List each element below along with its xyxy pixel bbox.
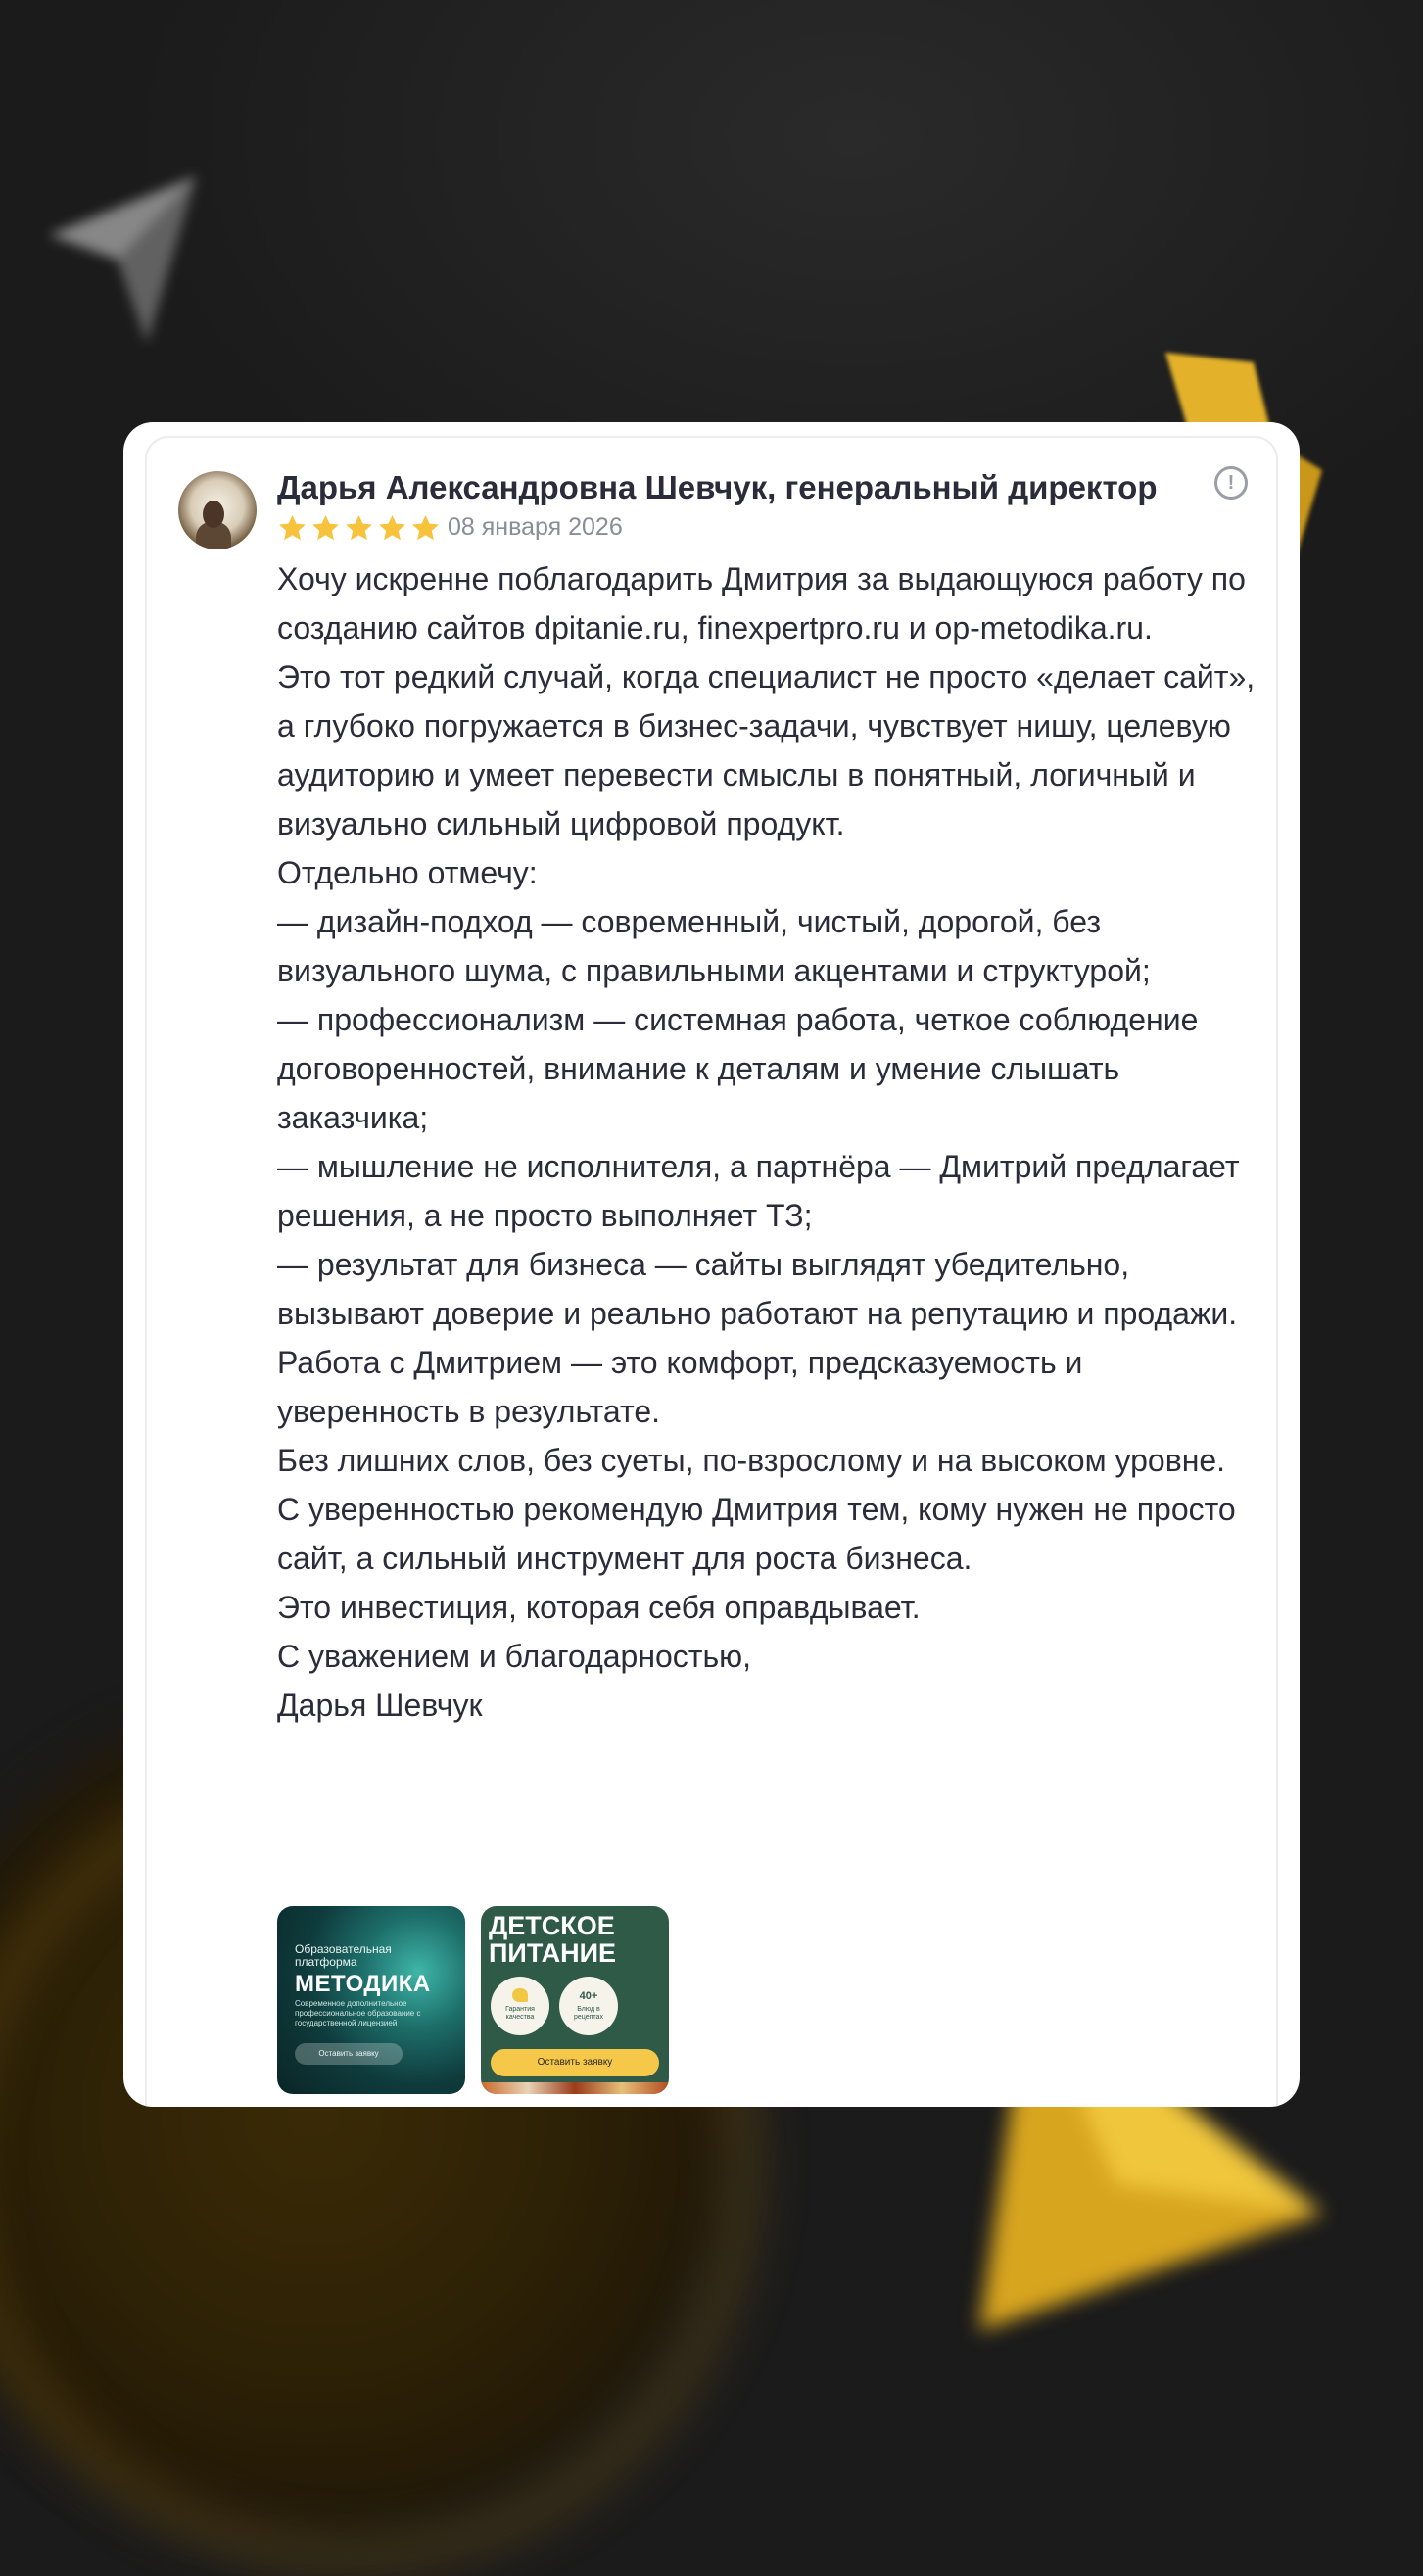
pitanie-badge-dishes-text: Блюд в рецептах	[574, 2006, 603, 2021]
pitanie-badge-quality-text: Гарантия качества	[505, 2006, 535, 2021]
review-author[interactable]: Дарья Александровна Шевчук, генеральный директор	[277, 469, 1158, 505]
leaf-icon	[512, 1988, 528, 2002]
star-icon	[344, 513, 374, 544]
review-paragraph: — дизайн-подход — современный, чистый, дорогой, без визуального шума, с правильными акцентами и структурой;	[277, 904, 1151, 988]
pitanie-title-line1: ДЕТСКОЕ	[489, 1911, 615, 1940]
attachment-metodika-thumbnail[interactable]	[277, 1906, 465, 2094]
report-icon[interactable]: !	[1214, 466, 1248, 500]
paper-plane-icon	[39, 167, 215, 353]
star-icon	[410, 513, 441, 544]
review-card	[123, 422, 1300, 2107]
avatar[interactable]	[178, 471, 257, 549]
pitanie-badge-quality	[491, 1977, 549, 2035]
review-signature: Дарья Шевчук	[277, 1688, 483, 1723]
review-paragraph: — профессионализм — системная работа, четкое соблюдение договоренностей, внимание к деталям и умение слышать заказчика;	[277, 1002, 1199, 1135]
star-icon	[377, 513, 407, 544]
pitanie-button: Оставить заявку	[491, 2049, 659, 2076]
pitanie-title	[489, 1912, 616, 1967]
review-paragraph: — результат для бизнеса — сайты выглядят убедительно, вызывают доверие и реально работают на репутацию и продажи.	[277, 1247, 1238, 1331]
review-paragraph: Хочу искренне поблагодарить Дмитрия за выдающуюся работу по созданию сайтов dpitanie.ru, finexpertpro.ru и op-metodika.ru.	[277, 561, 1246, 645]
review-paragraph: Отдельно отмечу:	[277, 855, 538, 890]
review-paragraph: — мышление не исполнителя, а партнёра — Дмитрий предлагает решения, а не просто выполняет ТЗ;	[277, 1149, 1240, 1233]
pitanie-food-strip	[481, 2082, 669, 2094]
review-paragraph: Это инвестиция, которая себя оправдывает.	[277, 1590, 921, 1625]
review-attachments	[277, 1906, 669, 2094]
pitanie-badge-dishes-number: 40+	[579, 1990, 598, 2002]
metodika-button: Оставить заявку	[295, 2043, 403, 2065]
star-icon	[310, 513, 341, 544]
review-date: 08 января 2026	[448, 513, 623, 541]
review-paragraph: Это тот редкий случай, когда специалист не просто «делает сайт», а глубоко погружается в бизнес-задачи, чувствует нишу, целевую аудиторию и умеет перевести смыслы в понятный, логичный и визуально сильный цифровой продукт.	[277, 659, 1256, 841]
pitanie-title-line2: ПИТАНИЕ	[489, 1938, 617, 1968]
review-paragraph: Без лишних слов, без суеты, по-взрослому и на высоком уровне.	[277, 1443, 1226, 1478]
metodika-description: Современное дополнительное профессиональное образование с государственной лицензией	[295, 1999, 421, 2027]
pitanie-badge-dishes	[559, 1977, 618, 2035]
attachment-pitanie-thumbnail[interactable]	[481, 1906, 669, 2094]
review-paragraph: С уважением и благодарностью,	[277, 1639, 752, 1674]
avatar-figure-head	[203, 501, 224, 528]
review-paragraph: Работа с Дмитрием — это комфорт, предсказуемость и уверенность в результате.	[277, 1345, 1083, 1429]
review-text	[277, 554, 1257, 1730]
metodika-caption: Образовательная платформа	[295, 1942, 392, 1969]
star-icon	[277, 513, 308, 544]
rating-stars	[277, 513, 441, 547]
review-paragraph: С уверенностью рекомендую Дмитрия тем, кому нужен не просто сайт, а сильный инструмент для роста бизнеса.	[277, 1492, 1236, 1576]
metodika-title: МЕТОДИКА	[295, 1971, 431, 1997]
